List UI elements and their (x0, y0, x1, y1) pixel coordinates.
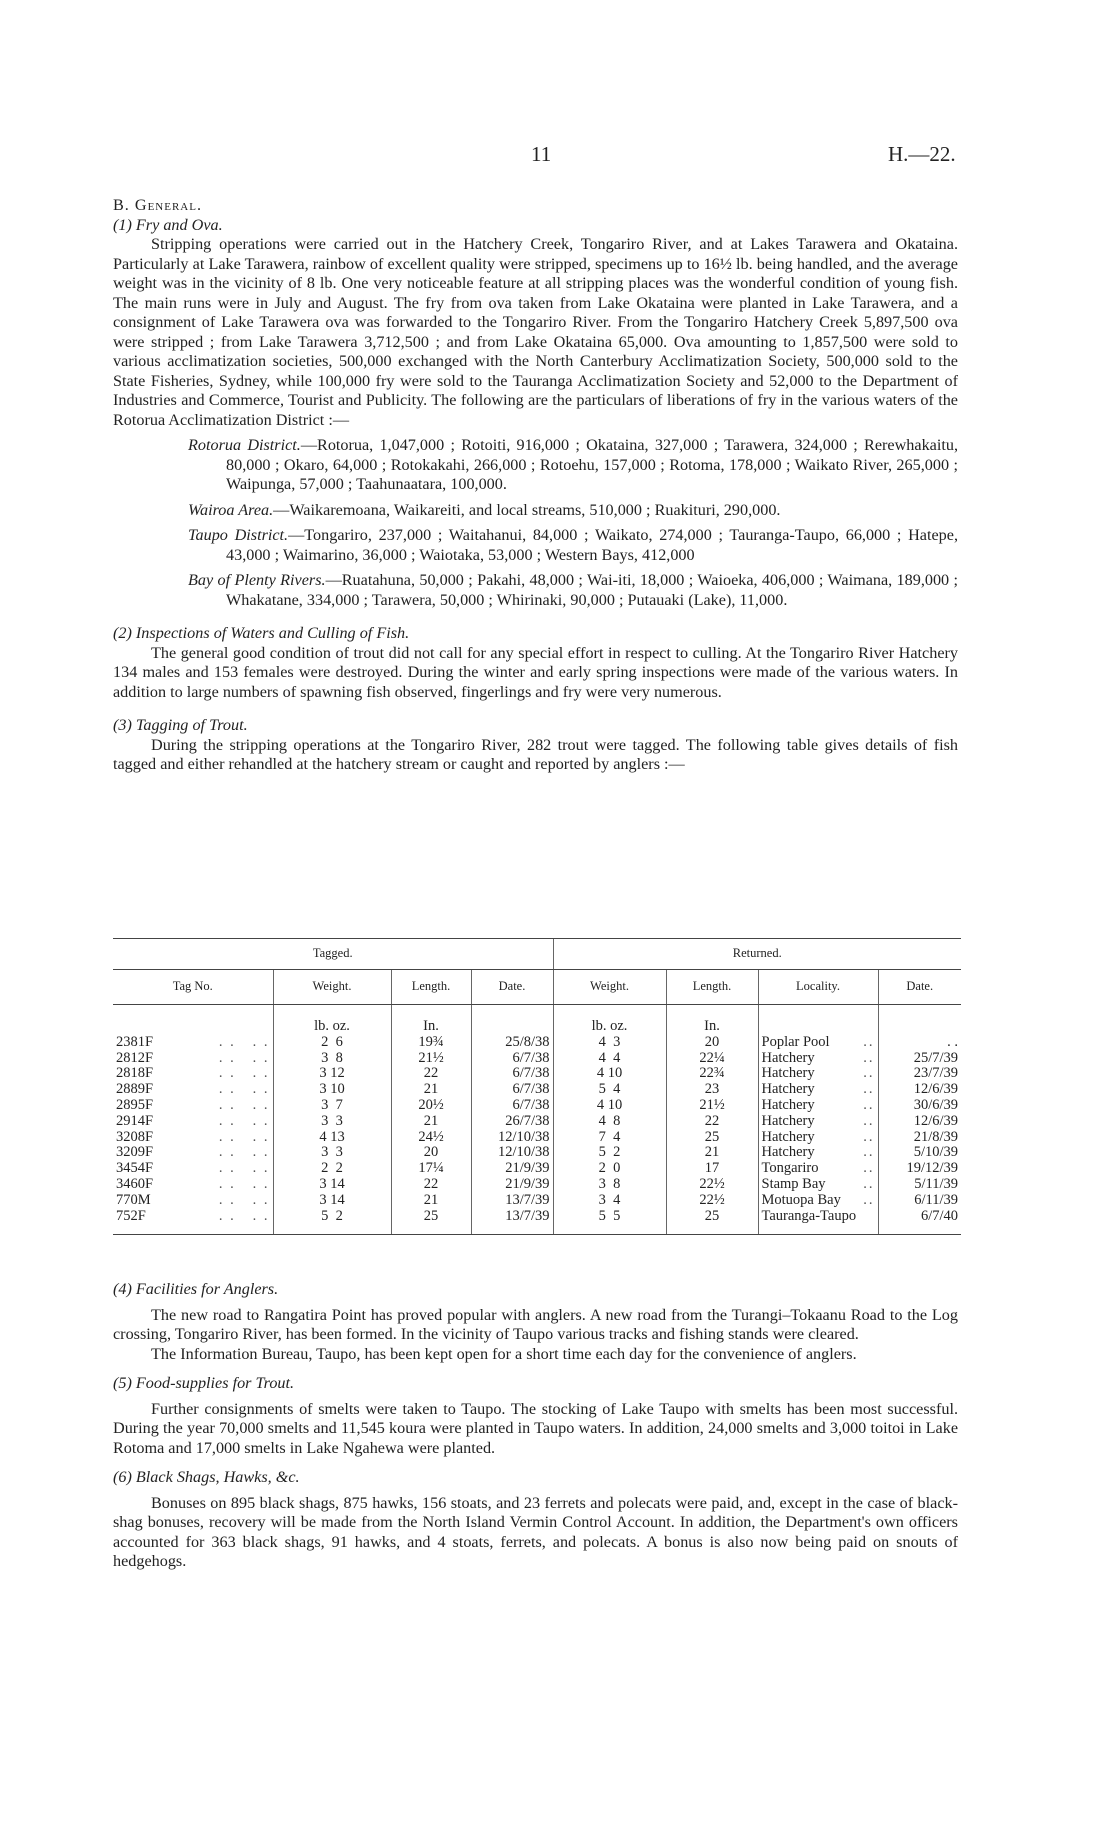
returned-length-text: 22¼ (699, 1049, 725, 1066)
returned-locality (758, 1177, 878, 1193)
tagged-length (391, 1161, 471, 1177)
leader-dots: . . . . (218, 1191, 270, 1208)
tagged-weight-text: 5 2 (321, 1207, 343, 1224)
leader-dots: . . . . (218, 1144, 270, 1161)
tagging-paragraph: During the stripping operations at the Tongariro River, 282 trout were tagged. The following table gives details of fish tagged and either rehandled at the hatchery stream or caught and reported by anglers :— (113, 735, 958, 773)
returned-length-text: 23 (704, 1081, 720, 1098)
tagged-date (471, 1130, 553, 1146)
leader-dots: .. (863, 1144, 875, 1161)
returned-locality-text: Motuopa Bay (761, 1191, 841, 1208)
tagging-heading: (3) Tagging of Trout. (113, 716, 248, 734)
returned-date (878, 1145, 961, 1161)
tag-number-text: 2812F (116, 1049, 154, 1066)
tagged-weight (273, 1066, 391, 1082)
returned-length (666, 1161, 758, 1177)
table-row (113, 1209, 961, 1235)
tagged-date-text: 12/10/38 (497, 1128, 550, 1145)
leader-dots: .. (863, 1112, 875, 1129)
returned-date-text: 19/12/39 (906, 1160, 958, 1177)
returned-weight-text: 3 4 (598, 1191, 621, 1208)
returned-weight (553, 1035, 666, 1051)
leader-dots: .. (863, 1128, 875, 1145)
returned-length-text: 25 (704, 1128, 720, 1145)
tagged-date-text: 13/7/39 (505, 1191, 550, 1208)
table-row (113, 1082, 961, 1098)
column-header: Weight. (273, 970, 391, 1005)
food-heading: (5) Food-supplies for Trout. (113, 1374, 295, 1392)
returned-locality-text: Hatchery (761, 1144, 815, 1161)
tagged-weight (273, 1177, 391, 1193)
leader-dots: . . . . (218, 1049, 270, 1066)
returned-locality-text: Hatchery (761, 1128, 815, 1145)
facilities-paragraph-1: The new road to Rangatira Point has proved popular with anglers. A new road from the Turangi–Tokaanu Road to the Log crossing, Tongariro River, has been formed. In the vicinity of Taupo various tracks and fishing stands were cleared. (113, 1305, 958, 1343)
returned-weight-text: 4 10 (596, 1096, 623, 1113)
returned-length (666, 1209, 758, 1235)
returned-date (878, 1082, 961, 1098)
table-row (113, 1161, 961, 1177)
returned-locality-text: Hatchery (761, 1096, 815, 1113)
district-name: Wairoa Area. (188, 500, 274, 519)
tagged-date (471, 1161, 553, 1177)
tag-number (113, 1066, 273, 1082)
tagged-weight-text: 3 12 (319, 1065, 345, 1082)
tagged-length-text: 19¾ (418, 1033, 444, 1050)
tagged-date-text: 6/7/38 (512, 1096, 550, 1113)
district-name: Bay of Plenty Rivers. (188, 571, 326, 589)
returned-length-text: 22½ (699, 1175, 725, 1192)
leader-dots: . . . . (218, 1128, 270, 1145)
returned-date (878, 1177, 961, 1193)
returned-length (666, 1051, 758, 1067)
tagged-date (471, 1035, 553, 1051)
tagged-weight (273, 1193, 391, 1209)
leader-dots: . . . . (218, 1096, 270, 1113)
tagged-date (471, 1082, 553, 1098)
tagged-date-text: 21/9/39 (505, 1160, 550, 1177)
returned-length (666, 1066, 758, 1082)
tag-number (113, 1161, 273, 1177)
returned-weight (553, 1114, 666, 1130)
tagged-length-text: 21½ (418, 1049, 444, 1066)
returned-locality (758, 1035, 878, 1051)
returned-length-text: 17 (704, 1160, 720, 1177)
returned-locality-text: Hatchery (761, 1049, 815, 1066)
returned-locality (758, 1161, 878, 1177)
returned-length (666, 1177, 758, 1193)
tag-number-text: 3454F (116, 1160, 154, 1177)
tagged-weight (273, 1161, 391, 1177)
tagged-date (471, 1177, 553, 1193)
tagged-date-text: 25/8/38 (505, 1033, 550, 1050)
tag-number (113, 1130, 273, 1146)
column-header: Date. (878, 970, 961, 1005)
tagged-date (471, 1098, 553, 1114)
tagged-length-text: 21 (423, 1191, 439, 1208)
tag-number (113, 1177, 273, 1193)
returned-weight (553, 1098, 666, 1114)
returned-weight-text: 7 4 (598, 1128, 621, 1145)
returned-locality (758, 1098, 878, 1114)
tagged-date-text: 13/7/39 (505, 1207, 550, 1224)
returned-locality (758, 1051, 878, 1067)
tagged-length (391, 1066, 471, 1082)
returned-weight (553, 1066, 666, 1082)
tag-number-text: 770M (116, 1191, 151, 1208)
tag-number-text: 3460F (116, 1175, 154, 1192)
section-title: B. General. (113, 196, 203, 214)
table-row (113, 1193, 961, 1209)
tagged-length (391, 1082, 471, 1098)
returned-length (666, 1114, 758, 1130)
tagged-weight-text: 3 8 (321, 1049, 343, 1066)
table-row (113, 1177, 961, 1193)
returned-length-text: 21½ (699, 1096, 725, 1113)
returned-locality (758, 1130, 878, 1146)
returned-length (666, 1035, 758, 1051)
table-row (113, 1130, 961, 1146)
returned-group-header: Returned. (553, 939, 961, 970)
returned-locality (758, 1145, 878, 1161)
tag-number-text: 2381F (116, 1033, 154, 1050)
returned-length-text: 20 (704, 1033, 720, 1050)
returned-weight (553, 1051, 666, 1067)
returned-length-text: 25 (704, 1207, 720, 1224)
shags-heading: (6) Black Shags, Hawks, &c. (113, 1468, 300, 1486)
upper-text-block (113, 196, 958, 775)
returned-weight-text: 5 5 (598, 1207, 621, 1224)
tagged-weight-text: 2 2 (321, 1160, 343, 1177)
returned-date (878, 1114, 961, 1130)
table-row (113, 1066, 961, 1082)
returned-date-text: 5/11/39 (914, 1175, 958, 1192)
returned-date-text: 5/10/39 (913, 1144, 958, 1161)
returned-locality-text: Hatchery (761, 1112, 815, 1129)
leader-dots: . . . . (218, 1160, 270, 1177)
returned-weight (553, 1145, 666, 1161)
page-number: 11 (531, 142, 552, 166)
district-name: Taupo District. (188, 526, 289, 544)
district-wairoa (188, 501, 958, 521)
leader-dots: .. (863, 1049, 875, 1066)
returned-date-text: 6/7/40 (920, 1207, 958, 1224)
table-row (113, 1145, 961, 1161)
tagged-weight (273, 1145, 391, 1161)
returned-date (878, 1035, 961, 1051)
returned-length (666, 1130, 758, 1146)
returned-date-text: 12/6/39 (913, 1112, 958, 1129)
tagged-length-text: 24½ (418, 1128, 444, 1145)
tagged-weight (273, 1098, 391, 1114)
tagged-length (391, 1035, 471, 1051)
returned-locality (758, 1209, 878, 1235)
leader-dots: .. (863, 1160, 875, 1177)
tagged-weight-text: 2 6 (321, 1033, 343, 1050)
returned-length-text: 21 (704, 1144, 720, 1161)
fry-heading: (1) Fry and Ova. (113, 215, 223, 234)
tag-number (113, 1051, 273, 1067)
returned-date (878, 1066, 961, 1082)
tagging-table (113, 938, 961, 1235)
returned-locality-text: Hatchery (761, 1081, 815, 1098)
leader-dots: .. (863, 1033, 875, 1050)
returned-date (878, 1209, 961, 1235)
tagged-length (391, 1130, 471, 1146)
tagged-date-text: 26/7/38 (505, 1112, 550, 1129)
district-taupo (188, 526, 958, 565)
tag-number (113, 1082, 273, 1098)
table-row (113, 1051, 961, 1067)
tag-number-text: 2818F (116, 1065, 154, 1082)
leader-dots: .. (863, 1096, 875, 1113)
column-header: Tag No. (113, 970, 273, 1005)
tag-number-text: 752F (116, 1207, 146, 1224)
food-paragraph: Further consignments of smelts were taken to Taupo. The stocking of Lake Taupo with smelts has been most successful. During the year 70,000 smelts and 11,545 koura were planted in Taupo waters. In addition, 24,000 smelts and 3,000 toitoi in Lake Rotoma and 17,000 smelts in Lake Ngahewa were planted. (113, 1399, 958, 1457)
tag-number-text: 3209F (116, 1144, 154, 1161)
lower-text-block (113, 1280, 958, 1572)
returned-weight-text: 4 3 (598, 1033, 621, 1050)
returned-date-text: 23/7/39 (913, 1065, 958, 1082)
tagged-weight (273, 1051, 391, 1067)
returned-length (666, 1145, 758, 1161)
returned-locality-text: Tauranga-Taupo (761, 1207, 857, 1224)
leader-dots: . . . . (218, 1175, 270, 1192)
tagged-weight-text: 3 3 (321, 1112, 343, 1129)
table-column-header (113, 970, 961, 1005)
tagged-group-header: Tagged. (113, 939, 553, 970)
district-text: —Waikaremoana, Waikareiti, and local streams, 510,000 ; Ruakituri, 290,000. (273, 500, 781, 519)
returned-length-text: 22 (704, 1112, 720, 1129)
tagged-date-text: 12/10/38 (497, 1144, 550, 1161)
district-text: —Ruatahuna, 50,000 ; Pakahi, 48,000 ; Wai-iti, 18,000 ; Waioeka, 406,000 ; Waimana, 189,000 ; Whakatane, 334,000 ; Tarawera, 50,000 ; Whirinaki, 90,000 ; Putauaki (Lake), 11,000. (226, 571, 959, 609)
tag-number (113, 1035, 273, 1051)
tag-number (113, 1209, 273, 1235)
district-bay-of-plenty (188, 571, 958, 610)
leader-dots: .. (863, 1081, 875, 1098)
returned-weight-text: 4 8 (598, 1112, 621, 1129)
returned-locality (758, 1193, 878, 1209)
tagged-weight (273, 1082, 391, 1098)
returned-date (878, 1051, 961, 1067)
tag-number-text: 3208F (116, 1128, 154, 1145)
tagged-weight-text: 3 10 (319, 1081, 345, 1098)
tagged-date-text: 6/7/38 (512, 1081, 550, 1098)
returned-locality (758, 1066, 878, 1082)
tagged-weight (273, 1114, 391, 1130)
returned-weight (553, 1130, 666, 1146)
tagged-weight (273, 1209, 391, 1235)
unit-label: lb. oz. (273, 1005, 391, 1035)
tagged-length-text: 22 (423, 1175, 439, 1192)
returned-length (666, 1098, 758, 1114)
tagged-length (391, 1114, 471, 1130)
units-row (113, 1005, 961, 1035)
returned-date-text: 21/8/39 (913, 1128, 958, 1145)
leader-dots: . . . . (218, 1081, 270, 1098)
tagged-weight (273, 1035, 391, 1051)
tag-number-text: 2889F (116, 1081, 154, 1098)
tagged-weight-text: 3 14 (319, 1175, 345, 1192)
tagged-length (391, 1051, 471, 1067)
tagged-weight-text: 3 3 (321, 1144, 343, 1161)
column-header: Length. (391, 970, 471, 1005)
tagged-weight-text: 4 13 (319, 1128, 345, 1145)
returned-weight (553, 1082, 666, 1098)
district-text: —Rotorua, 1,047,000 ; Rotoiti, 916,000 ; Okataina, 327,000 ; Tarawera, 324,000 ; Rerewhakaitu, 80,000 ; Okaro, 64,000 ; Rotokakahi, 266,000 ; Rotoehu, 157,000 ; Rotoma, 178,000 ; Waikato River, 265,000 ; Waipunga, 57,000 ; Taahunaatara, 100,000. (226, 436, 958, 493)
inspections-paragraph: The general good condition of trout did not call for any special effort in respect to culling. At the Tongariro River Hatchery 134 males and 153 females were destroyed. During the winter and early spring inspections were made of the various waters. In addition to large numbers of spawning fish observed, fingerlings and fry were very numerous. (113, 643, 958, 701)
tag-number-text: 2914F (116, 1112, 154, 1129)
leader-dots: . . . . (218, 1065, 270, 1082)
returned-locality-text: Hatchery (761, 1065, 815, 1082)
returned-weight (553, 1193, 666, 1209)
tagged-length (391, 1193, 471, 1209)
tagged-length-text: 21 (423, 1112, 439, 1129)
returned-length-text: 22½ (699, 1191, 725, 1208)
returned-weight (553, 1161, 666, 1177)
returned-date (878, 1098, 961, 1114)
tagged-length-text: 25 (423, 1207, 439, 1224)
shags-paragraph: Bonuses on 895 black shags, 875 hawks, 156 stoats, and 23 ferrets and polecats were paid, and, except in the case of black-shag bonuses, recovery will be made from the North Island Vermin Control Account. In addition, the Department's own officers accounted for 363 black shags, 91 hawks, and 4 stoats, ferrets, and polecats. A bonus is also now being paid on snouts of hedgehogs. (113, 1493, 958, 1570)
tagged-length-text: 20 (423, 1144, 439, 1161)
returned-locality-text: Stamp Bay (761, 1175, 826, 1192)
returned-weight (553, 1177, 666, 1193)
tagged-date (471, 1193, 553, 1209)
returned-weight-text: 5 4 (598, 1081, 621, 1098)
tagged-length-text: 20½ (418, 1096, 444, 1113)
tagged-date (471, 1051, 553, 1067)
returned-length (666, 1193, 758, 1209)
returned-weight-text: 4 4 (598, 1049, 621, 1066)
unit-label: lb. oz. (553, 1005, 666, 1035)
returned-weight-text: 2 0 (598, 1160, 621, 1177)
returned-date-text: 12/6/39 (913, 1081, 958, 1098)
tagged-length (391, 1098, 471, 1114)
table-row (113, 1098, 961, 1114)
returned-date-text: 6/11/39 (914, 1191, 958, 1208)
unit-label: In. (391, 1005, 471, 1035)
leader-dots: .. (863, 1175, 875, 1192)
returned-length (666, 1082, 758, 1098)
tagged-length-text: 21 (423, 1081, 439, 1098)
column-header: Date. (471, 970, 553, 1005)
returned-date (878, 1193, 961, 1209)
returned-length-text: 22¾ (699, 1065, 725, 1082)
tagged-length (391, 1145, 471, 1161)
tagged-length-text: 22 (423, 1065, 439, 1082)
leader-dots: . . . . (218, 1033, 270, 1050)
tagged-weight-text: 3 14 (319, 1191, 345, 1208)
district-text: —Tongariro, 237,000 ; Waitahanui, 84,000 ; Waikato, 274,000 ; Tauranga-Taupo, 66,000 ; Hatepe, 43,000 ; Waimarino, 36,000 ; Waiotaka, 53,000 ; Western Bays, 412,000 (226, 526, 958, 564)
report-reference: H.—22. (888, 142, 956, 166)
returned-locality-text: Tongariro (761, 1160, 819, 1177)
returned-weight-text: 4 10 (596, 1065, 623, 1082)
tagged-length (391, 1177, 471, 1193)
column-header: Weight. (553, 970, 666, 1005)
returned-date-text: 25/7/39 (913, 1049, 958, 1066)
returned-weight-text: 5 2 (598, 1144, 621, 1161)
leader-dots: . . . . (218, 1112, 270, 1129)
returned-weight-text: 3 8 (598, 1175, 621, 1192)
returned-date-text: . . (947, 1033, 958, 1050)
fry-paragraph: Stripping operations were carried out in the Hatchery Creek, Tongariro River, and at Lakes Tarawera and Okataina. Particularly at Lake Tarawera, rainbow of excellent quality were stripped, specimens up to 16½ lb. being handled, and the average weight was in the vicinity of 8 lb. One very noticeable feature at all stripping places was the wonderful condition of young fish. The main runs were in July and August. The fry from ova taken from Lake Okataina were planted in Lake Tarawera, and a consignment of Lake Tarawera ova was forwarded to the Tongariro River. From the Tongariro Hatchery Creek 5,897,500 ova were stripped ; from Lake Tarawera 3,712,500 ; and from Lake Okataina 65,000. Ova amounting to 1,857,500 were sold to various acclimatization societies, 500,000 exchanged with the North Canterbury Acclimatization Society, 500,000 sold to the State Fisheries, Sydney, while 100,000 fry were sold to the Tauranga Acclimatization Society and 52,000 to the Department of Industries and Commerce, Tourist and Publicity. The following are the particulars of liberations of fry in the various waters of the Rotorua Acclimatization District :— (113, 235, 958, 429)
tagged-date (471, 1066, 553, 1082)
tagged-date-text: 6/7/38 (512, 1065, 550, 1082)
tag-number (113, 1098, 273, 1114)
leader-dots: .. (863, 1191, 875, 1208)
unit-label: In. (666, 1005, 758, 1035)
returned-weight (553, 1209, 666, 1235)
leader-dots: .. (863, 1065, 875, 1082)
facilities-paragraph-2: The Information Bureau, Taupo, has been kept open for a short time each day for the convenience of anglers. (151, 1344, 857, 1363)
tag-number (113, 1145, 273, 1161)
tagged-date-text: 6/7/38 (512, 1049, 550, 1066)
returned-date-text: 30/6/39 (913, 1096, 958, 1113)
facilities-heading: (4) Facilities for Anglers. (113, 1280, 279, 1298)
returned-locality (758, 1082, 878, 1098)
tagged-date (471, 1114, 553, 1130)
inspections-heading: (2) Inspections of Waters and Culling of Fish. (113, 624, 410, 642)
returned-locality-text: Poplar Pool (761, 1033, 830, 1050)
district-rotorua (188, 436, 958, 495)
tag-number (113, 1114, 273, 1130)
table-row (113, 1114, 961, 1130)
tagged-weight (273, 1130, 391, 1146)
tagged-length (391, 1209, 471, 1235)
tagged-date (471, 1145, 553, 1161)
table-group-header (113, 939, 961, 970)
returned-date (878, 1130, 961, 1146)
column-header: Length. (666, 970, 758, 1005)
tagged-weight-text: 3 7 (321, 1096, 343, 1113)
tag-number (113, 1193, 273, 1209)
leader-dots: . . . . (218, 1207, 270, 1224)
tagged-length-text: 17¼ (418, 1160, 444, 1177)
returned-locality (758, 1114, 878, 1130)
column-header: Locality. (758, 970, 878, 1005)
district-name: Rotorua District. (188, 436, 301, 454)
tagged-date-text: 21/9/39 (505, 1175, 550, 1192)
tagged-date (471, 1209, 553, 1235)
table-row (113, 1035, 961, 1051)
tag-number-text: 2895F (116, 1096, 154, 1113)
returned-date (878, 1161, 961, 1177)
